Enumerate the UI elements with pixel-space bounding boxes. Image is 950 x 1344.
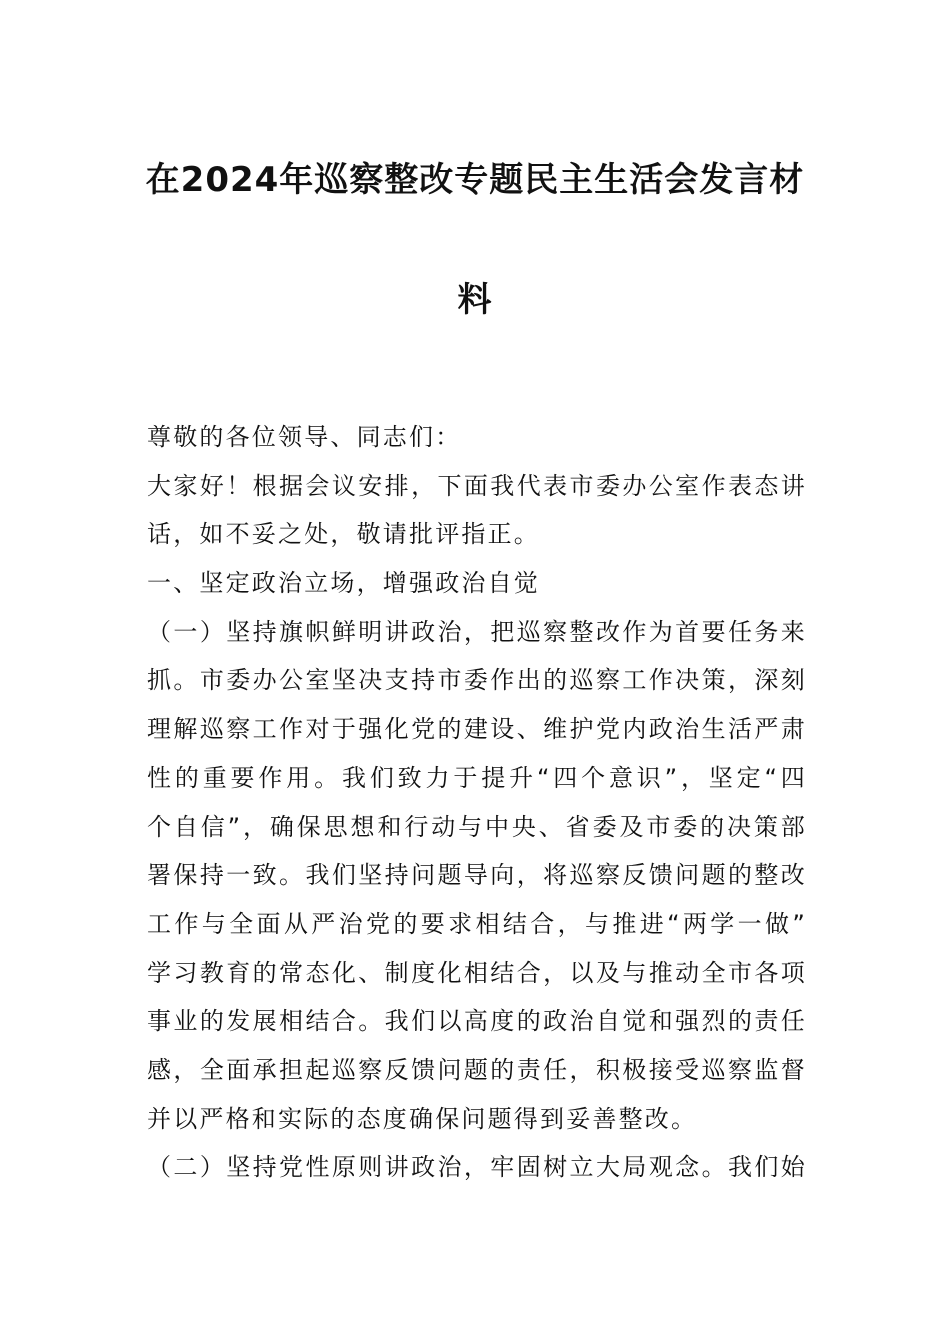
salutation: 尊敬的各位领导、同志们： — [147, 423, 462, 451]
paragraph-line: 署保持一致。我们坚持问题导向，将巡察反馈问题的整改 — [147, 861, 807, 890]
paragraph-line: 大家好！根据会议安排，下面我代表市委办公室作表态讲 — [147, 471, 807, 500]
document-title-line-2: 料 — [457, 280, 493, 320]
paragraph-line: （二）坚持党性原则讲政治，牢固树立大局观念。我们始 — [147, 1153, 807, 1182]
section-heading: 一、坚定政治立场，增强政治自觉 — [147, 569, 540, 598]
paragraph-line: 学习教育的常态化、制度化相结合，以及与推动全市各项 — [147, 958, 807, 987]
paragraph-line: 事业的发展相结合。我们以高度的政治自觉和强烈的责任 — [147, 1007, 807, 1036]
paragraph-line: 工作与全面从严治党的要求相结合，与推进“两学一做” — [147, 909, 807, 938]
paragraph-line: 抓。市委办公室坚决支持市委作出的巡察工作决策，深刻 — [147, 666, 807, 695]
document-body — [147, 413, 807, 1192]
paragraph-line: 并以严格和实际的态度确保问题得到妥善整改。 — [147, 1104, 698, 1133]
document-title-line-1: 在2024年巡察整改专题民主生活会发言材 — [145, 160, 805, 200]
paragraph-line: 性的重要作用。我们致力于提升“四个意识”，坚定“四 — [147, 763, 807, 792]
paragraph-line: 个自信”，确保思想和行动与中央、省委及市委的决策部 — [147, 812, 807, 841]
paragraph-line: 感，全面承担起巡察反馈问题的责任，积极接受巡察监督 — [147, 1055, 807, 1084]
paragraph-line: （一）坚持旗帜鲜明讲政治，把巡察整改作为首要任务来 — [147, 617, 807, 646]
paragraph-line: 理解巡察工作对于强化党的建设、维护党内政治生活严肃 — [147, 715, 807, 744]
paragraph-line: 话，如不妥之处，敬请批评指正。 — [147, 520, 540, 549]
